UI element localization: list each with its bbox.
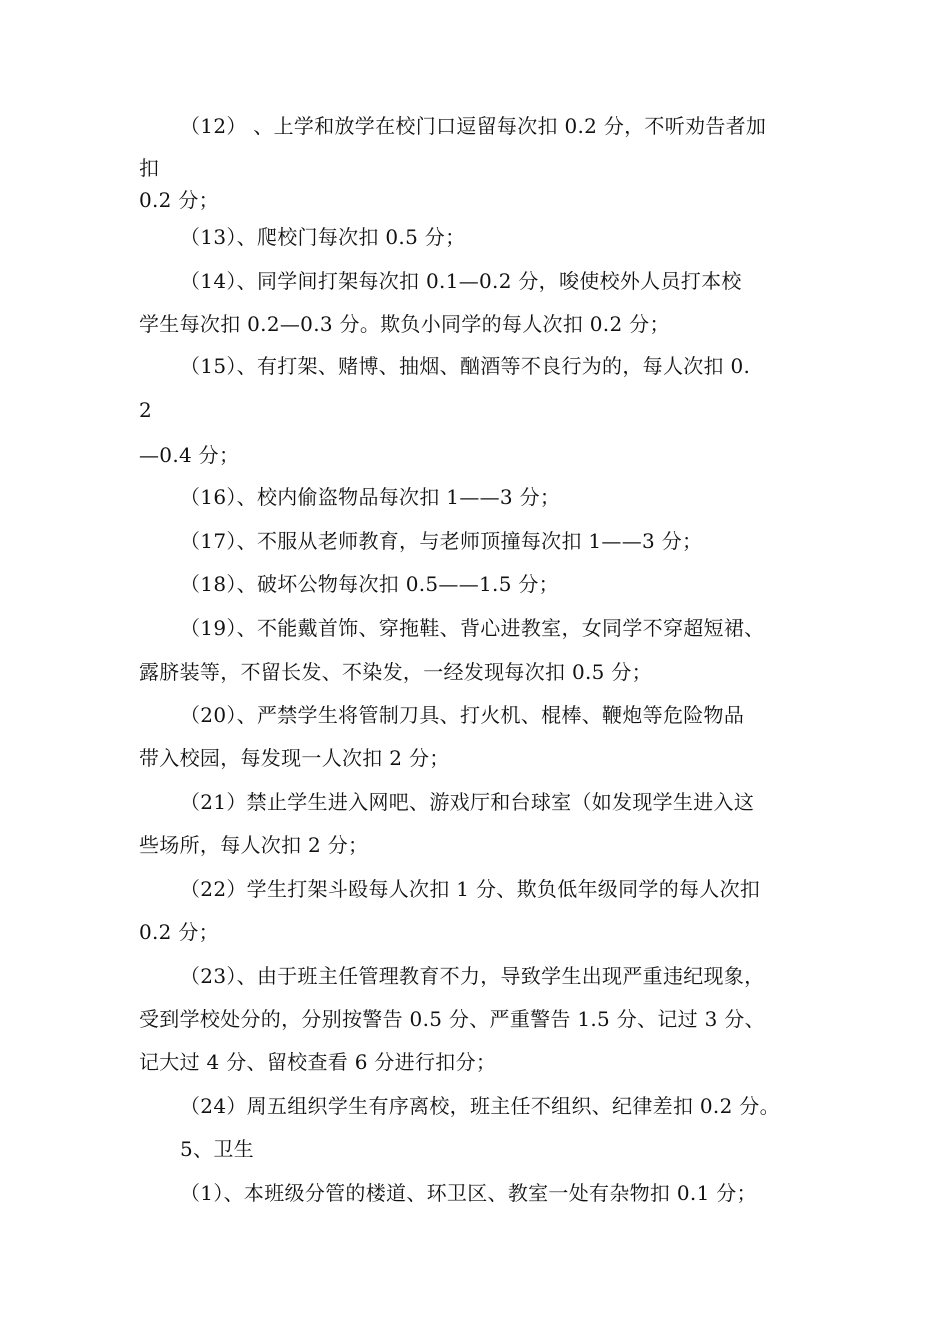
rule-18: （18）、破坏公物每次扣 0.5——1.5 分； — [180, 572, 559, 596]
rule-20-line-2: 带入校园，每发现一人次扣 2 分； — [139, 746, 450, 770]
rule-15-line-1: （15）、有打架、赌博、抽烟、酗酒等不良行为的，每人次扣 0. — [180, 354, 751, 378]
rule-12-line-2: 扣 — [139, 156, 160, 180]
rule-14-line-1: （14）、同学间打架每次扣 0.1—0.2 分，唆使校外人员打本校 — [180, 269, 742, 293]
rule-15-line-3: —0.4 分； — [139, 443, 240, 467]
rule-16: （16）、校内偷盗物品每次扣 1——3 分； — [180, 485, 561, 509]
rule-24: （24）周五组织学生有序离校，班主任不组织、纪律差扣 0.2 分。 — [180, 1094, 780, 1118]
rule-19-line-2: 露脐装等，不留长发、不染发，一经发现每次扣 0.5 分； — [139, 660, 652, 684]
rule-23-line-2: 受到学校处分的，分别按警告 0.5 分、严重警告 1.5 分、记过 3 分、 — [139, 1007, 765, 1031]
rule-22-line-1: （22）学生打架斗殴每人次扣 1 分、欺负低年级同学的每人次扣 — [180, 877, 761, 901]
rule-21-line-1: （21）禁止学生进入网吧、游戏厅和台球室（如发现学生进入这 — [180, 790, 755, 814]
section-heading-hygiene: 5、卫生 — [180, 1137, 254, 1161]
rule-21-line-2: 些场所，每人次扣 2 分； — [139, 833, 369, 857]
rule-17: （17）、不服从老师教育，与老师顶撞每次扣 1——3 分； — [180, 529, 703, 553]
rule-12-line-1: （12） 、上学和放学在校门口逗留每次扣 0.2 分，不听劝告者加 — [180, 114, 767, 138]
rule-15-line-2: 2 — [139, 398, 153, 422]
rule-23-line-3: 记大过 4 分、留校查看 6 分进行扣分； — [139, 1050, 497, 1074]
rule-23-line-1: （23）、由于班主任管理教育不力，导致学生出现严重违纪现象， — [180, 964, 765, 988]
rule-19-line-1: （19）、不能戴首饰、穿拖鞋、背心进教室，女同学不穿超短裙、 — [180, 616, 765, 640]
rule-14-line-2: 学生每次扣 0.2—0.3 分。欺负小同学的每人次扣 0.2 分； — [139, 312, 670, 336]
rule-20-line-1: （20）、严禁学生将管制刀具、打火机、棍棒、鞭炮等危险物品 — [180, 703, 745, 727]
hygiene-rule-1: （1）、本班级分管的楼道、环卫区、教室一处有杂物扣 0.1 分； — [180, 1181, 757, 1205]
rule-13: （13）、爬校门每次扣 0.5 分； — [180, 225, 466, 249]
rule-12-line-3: 0.2 分； — [139, 188, 219, 212]
rule-22-line-2: 0.2 分； — [139, 920, 219, 944]
